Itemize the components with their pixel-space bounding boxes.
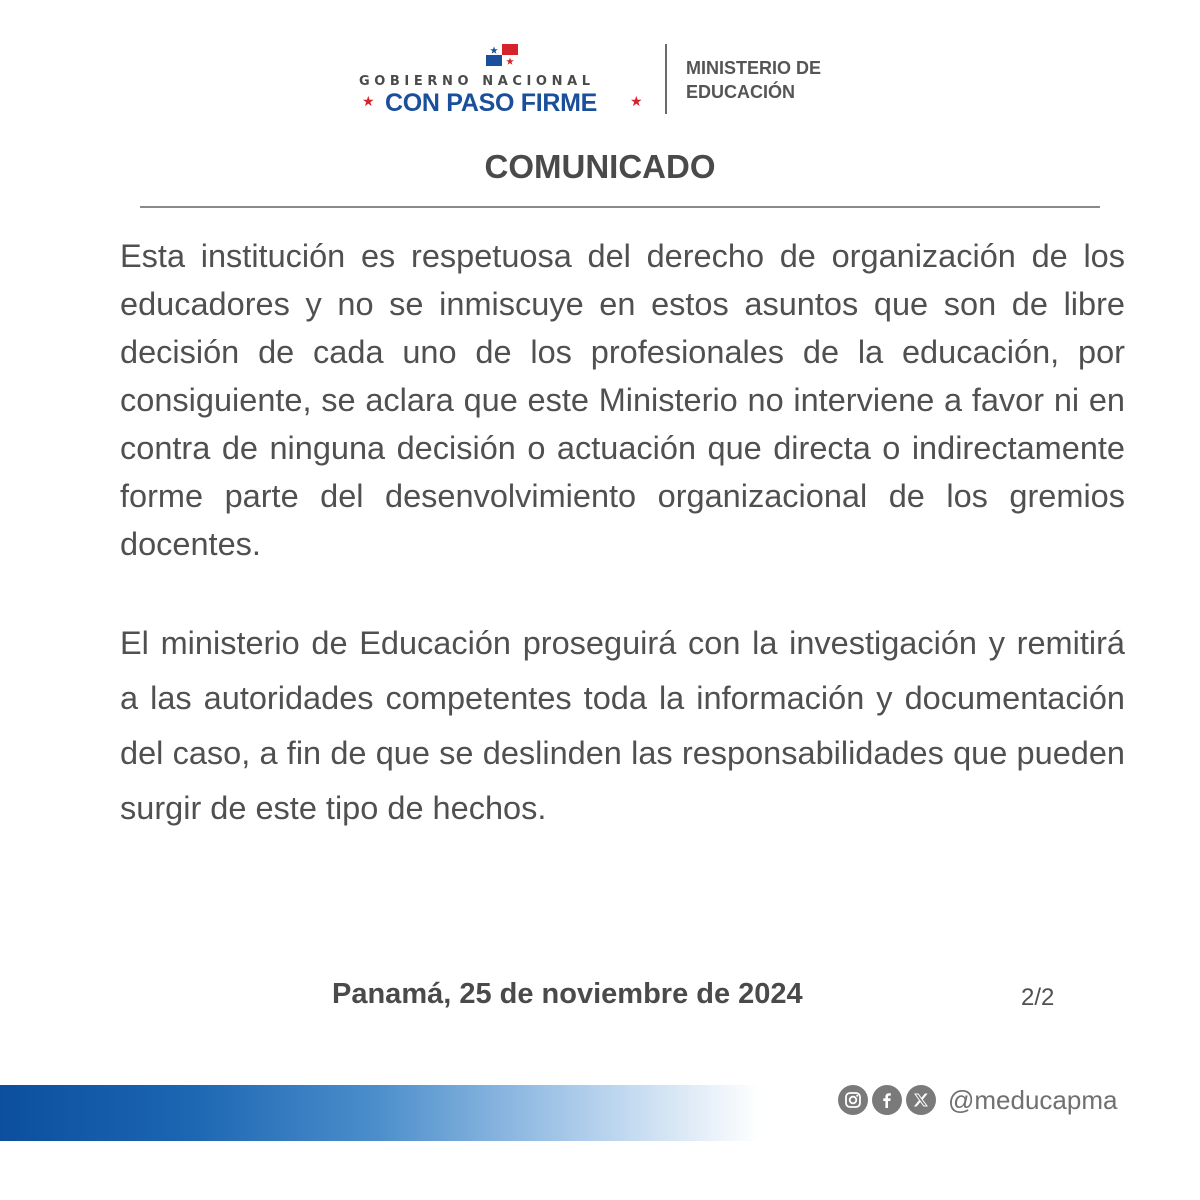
- page-title: COMUNICADO: [484, 148, 716, 185]
- title-divider: [140, 206, 1100, 208]
- social-links: [838, 1084, 1117, 1116]
- star-icon: ★: [630, 94, 643, 110]
- star-icon: ★: [362, 94, 375, 110]
- government-label: GOBIERNO NACIONAL: [359, 74, 595, 89]
- header-divider: [665, 44, 667, 114]
- x-icon[interactable]: [906, 1085, 936, 1115]
- ministry-line-1: MINISTERIO DE: [686, 58, 822, 78]
- ministry-name: [686, 56, 821, 104]
- panama-flag-icon: [486, 44, 518, 66]
- footer-gradient-bar: [0, 1085, 760, 1141]
- social-handle[interactable]: @meducapma: [948, 1084, 1118, 1115]
- body-paragraph-1: Esta institución es respetuosa del derecho de organización de los educadores y no se inmiscuye en estos asuntos que son de libre decisión de cada uno de los profesionales de la educación, por consiguiente, se aclara que este Ministerio no interviene a favor ni en contra de ninguna decisión o actuación que directa o indirectamente forme parte del desenvolvimiento organizacional de los gremios docentes.: [120, 238, 1125, 562]
- body-paragraph-2: El ministerio de Educación proseguirá con la investigación y remitirá a las autoridades competentes toda la información y documentación del caso, a fin de que se deslinden las responsabilidades que pueden surgir de este tipo de hechos.: [120, 625, 1125, 826]
- facebook-icon[interactable]: [872, 1085, 902, 1115]
- government-slogan: CON PASO FIRME: [385, 89, 598, 117]
- document-date: Panamá, 25 de noviembre de 2024: [332, 978, 803, 1010]
- instagram-icon[interactable]: [838, 1085, 868, 1115]
- ministry-line-2: EDUCACIÓN: [686, 82, 796, 102]
- page-number: 2/2: [1021, 984, 1055, 1011]
